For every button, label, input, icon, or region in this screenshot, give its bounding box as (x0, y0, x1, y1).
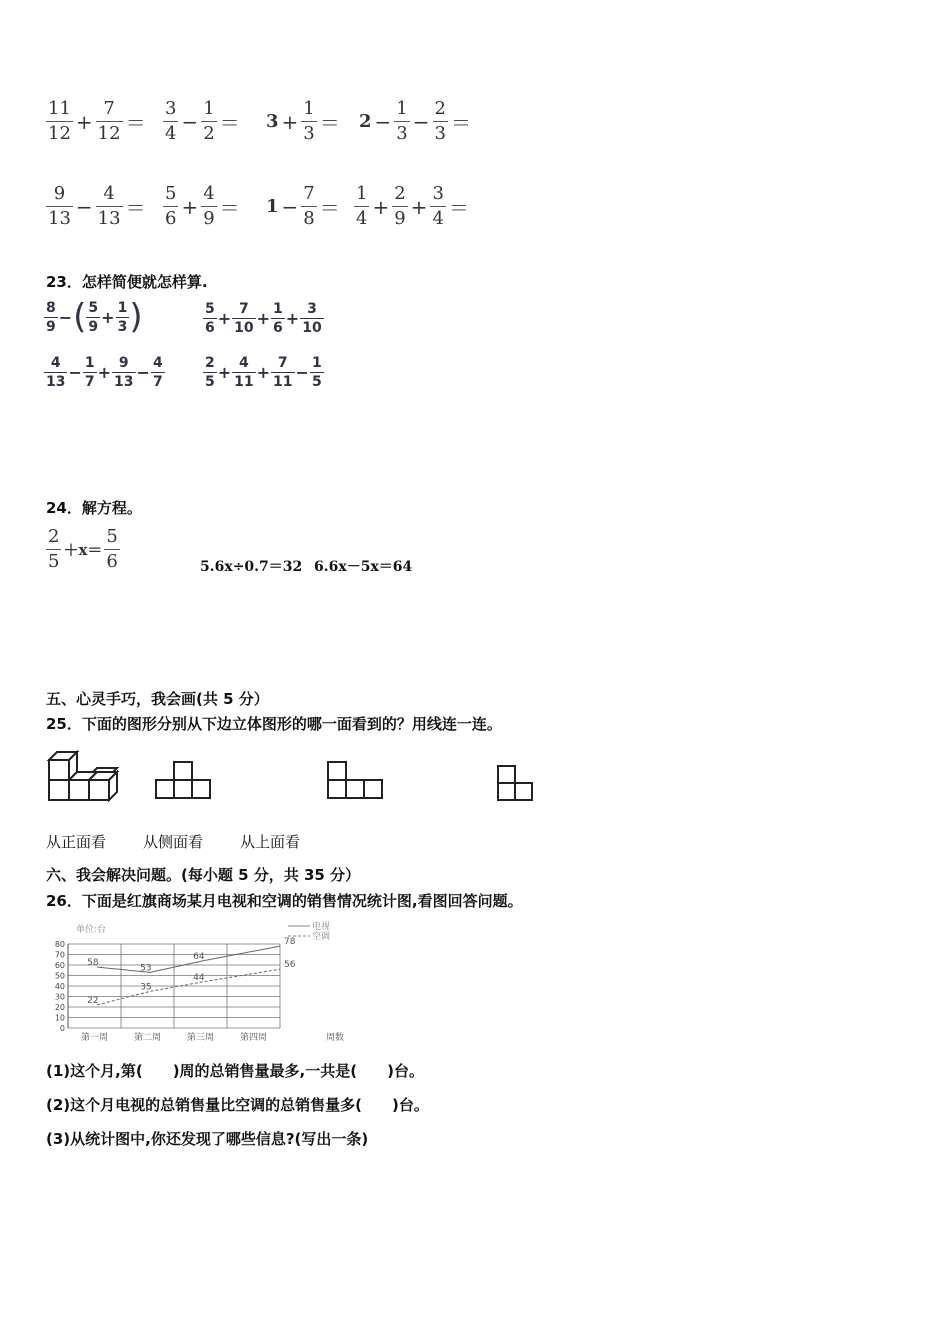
q25-text: 25．下面的图形分别从下边立体图形的哪一面看到的？用线连一连。 (46, 715, 502, 733)
q23-expr-1: $\frac{8}{9}$ − ( $\frac{5}{9}$ + $\frac{1}{3}$ ) (46, 297, 143, 337)
x-tick-label: 第三周 (186, 1033, 215, 1043)
q24-equation-3: 6.6x－5x＝64 (314, 559, 413, 575)
fraction: $\frac{7}{8}$ (303, 183, 315, 229)
view-front-shape (156, 762, 210, 798)
q26-text: 26．下面是红旗商场某月电视和空调的销售情况统计图,看图回答问题。 (46, 892, 523, 910)
calc-row-2-e1: $\frac{9}{13}$ − $\frac{4}{13}$ ＝ (48, 183, 146, 229)
fraction: $\frac{9}{13}$ (48, 183, 71, 229)
y-tick-label: 80 (54, 940, 65, 949)
y-tick-label: 10 (54, 1013, 65, 1023)
y-tick-label: 50 (54, 971, 65, 981)
y-tick-label: 30 (54, 992, 65, 1002)
fraction: $\frac{4}{13}$ (97, 183, 121, 229)
q23-expr-2: $\frac{5}{6}$ + $\frac{7}{10}$ + $\frac{1}{6}$ + $\frac{3}{10}$ (205, 301, 322, 336)
view-label-top: 从上面看 (240, 833, 301, 851)
q24-equation-2: 5.6x÷0.7＝32 (200, 559, 303, 575)
y-tick-label: 20 (54, 1003, 65, 1012)
data-label: 44 (193, 972, 205, 983)
q24-title: 24．解方程。 (46, 499, 142, 517)
fraction: $\frac{2}{9}$ (394, 183, 406, 229)
solid-cubes-3d (49, 752, 117, 800)
q24-equation-1: $\frac{2}{5}$ ＋x＝ $\frac{5}{6}$ (48, 526, 118, 572)
calc-row-2-e4: $\frac{1}{4}$ + $\frac{2}{9}$ + $\frac{3}{4}$ ＝ (356, 183, 469, 229)
data-label: 78 (284, 937, 296, 948)
y-tick-label: 70 (54, 950, 65, 960)
view-side-shape (328, 762, 382, 798)
fraction: $\frac{2}{3}$ (434, 98, 446, 144)
calc-row-2-e2: $\frac{5}{6}$ + $\frac{4}{9}$ ＝ (165, 183, 240, 229)
q26-sub2: (2)这个月电视的总销售量比空调的总销售量多( )台。 (46, 1096, 429, 1114)
fraction: $\frac{4}{9}$ (203, 183, 215, 229)
view-label-front: 从正面看 (46, 833, 107, 851)
data-label: 58 (87, 958, 99, 969)
y-tick-label: 40 (54, 982, 65, 991)
fraction: $\frac{5}{6}$ (165, 183, 177, 229)
legend-tv: 电视 (312, 922, 331, 932)
fraction: $\frac{1}{3}$ (396, 98, 408, 144)
data-label: 64 (193, 951, 205, 962)
q23-expr-3: $\frac{4}{13}$ − $\frac{1}{7}$ + $\frac{9}{13}$ − $\frac{4}{7}$ (46, 355, 163, 390)
calc-row-1-e2: $\frac{3}{4}$ − $\frac{1}{2}$ ＝ (165, 98, 240, 144)
q26-sub3: (3)从统计图中,你还发现了哪些信息?(写出一条) (46, 1130, 369, 1148)
x-tick-label: 第四周 (239, 1033, 268, 1043)
section5-heading: 五、心灵手巧，我会画(共 5 分） (46, 690, 269, 708)
sales-line-chart (44, 918, 364, 1048)
fraction: $\frac{1}{2}$ (203, 98, 215, 144)
x-axis-title: 周数 (326, 1033, 345, 1043)
y-tick-label: 60 (54, 961, 65, 970)
calc-row-2-e3: 1 − $\frac{7}{8}$ ＝ (266, 183, 340, 229)
calc-row-1: $\frac{11}{12}$ + $\frac{7}{12}$ ＝ (48, 98, 146, 144)
section6-heading: 六、我会解决问题。(每小题 5 分，共 35 分） (46, 866, 361, 884)
fraction: $\frac{3}{4}$ (165, 98, 177, 144)
data-label: 56 (284, 960, 296, 971)
q23-expr-4: $\frac{2}{5}$ + $\frac{4}{11}$ + $\frac{7}{11}$ − $\frac{1}{5}$ (205, 355, 322, 390)
chart-unit-label: 单位:台 (76, 925, 107, 935)
fraction: $\frac{3}{4}$ (432, 183, 444, 229)
fraction: $\frac{7}{12}$ (97, 98, 121, 144)
calc-row-1-e4: 2 − $\frac{1}{3}$ − $\frac{2}{3}$ ＝ (359, 98, 471, 144)
data-label: 22 (87, 995, 99, 1006)
x-tick-label: 第二周 (133, 1033, 162, 1043)
calc-row-1-e3: 3 + $\frac{1}{3}$ ＝ (266, 98, 340, 144)
data-label: 35 (140, 982, 152, 993)
x-tick-label: 第一周 (80, 1033, 109, 1043)
q23-title: 23．怎样简便就怎样算. (46, 273, 208, 291)
legend-ac: 空调 (312, 932, 331, 942)
data-label: 53 (140, 963, 152, 974)
view-top-shape (498, 766, 532, 800)
series-line-ac (97, 969, 280, 1005)
fraction: $\frac{1}{3}$ (303, 98, 315, 144)
fraction: $\frac{11}{12}$ (48, 98, 71, 144)
fraction: $\frac{1}{4}$ (356, 183, 368, 229)
q26-sub1: (1)这个月,第( )周的总销售量最多,一共是( )台。 (46, 1062, 424, 1080)
y-tick-label: 0 (59, 1024, 65, 1033)
view-label-side: 从侧面看 (143, 833, 204, 851)
series-line-tv (97, 946, 280, 972)
views-figure (40, 738, 550, 810)
